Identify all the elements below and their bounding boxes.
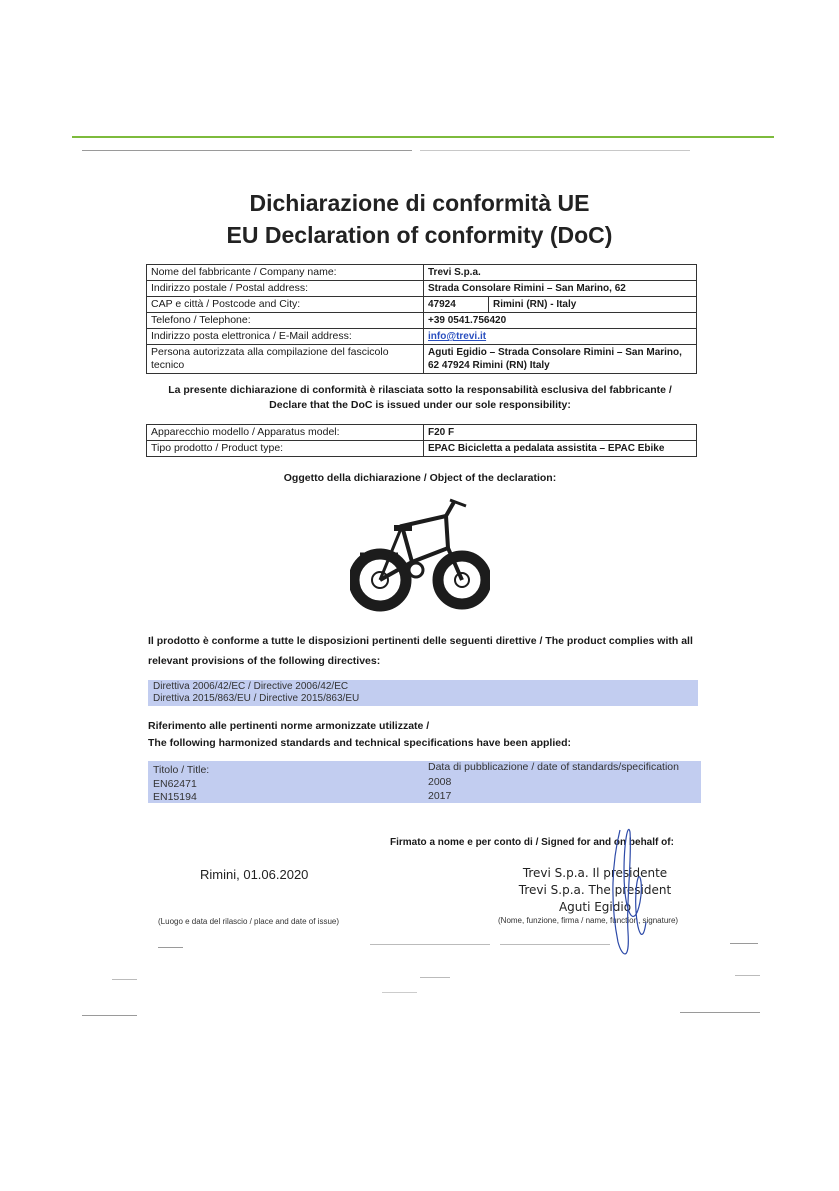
responsibility-line-2: Declare that the DoC is issued under our sole responsibility: — [269, 399, 571, 411]
standard-title: EN62471 — [153, 778, 197, 790]
object-heading: Oggetto della dichiarazione / Object of the declaration: — [283, 472, 557, 484]
signer-line-italian: Trevi S.p.a. Il presidente — [522, 866, 668, 880]
authorized-person-label: Persona autorizzata alla compilazione del fascicolo tecnico — [147, 345, 424, 374]
scan-line — [158, 947, 183, 948]
standard-date: 2017 — [428, 790, 452, 802]
table-row — [147, 425, 697, 441]
company-name-value: Trevi S.p.a. — [424, 265, 697, 281]
telephone-label: Telefono / Telephone: — [147, 313, 424, 329]
apparatus-model-label: Apparecchio modello / Apparatus model: — [147, 425, 424, 441]
compliance-line-2: relevant provisions of the following directives: — [148, 655, 381, 667]
handwritten-signature — [590, 822, 670, 972]
scan-line — [370, 944, 490, 945]
authorized-person-value: Aguti Egidio – Strada Consolare Rimini – San Marino, 62 47924 Rimini (RN) Italy — [424, 345, 697, 374]
company-info-table — [146, 264, 697, 374]
email-label: Indirizzo posta elettronica / E-Mail address: — [147, 329, 424, 345]
postal-address-label: Indirizzo postale / Postal address: — [147, 281, 424, 297]
table-row — [147, 281, 697, 297]
signer-line-english: Trevi S.p.a. The president — [518, 883, 672, 897]
email-link[interactable]: info@trevi.it — [428, 331, 487, 342]
apparatus-table — [146, 424, 697, 457]
table-row — [147, 313, 697, 329]
standards-heading-line-2: The following harmonized standards and technical specifications have been applied: — [148, 737, 571, 749]
scan-line — [735, 975, 760, 976]
title-italian: Dichiarazione di conformità UE — [249, 190, 590, 216]
directive-item: Direttiva 2015/863/EU / Directive 2015/863/EU — [153, 693, 360, 704]
standards-date-header: Data di pubblicazione / date of standards/specification — [428, 761, 679, 773]
postcode-value: 47924 — [424, 297, 489, 313]
ebike-image — [350, 492, 490, 622]
scan-line — [112, 979, 137, 980]
scan-line — [420, 150, 690, 151]
scan-line — [500, 944, 610, 945]
scan-line — [82, 1015, 137, 1016]
directives-list — [148, 680, 698, 706]
signer-caption: (Nome, funzione, firma / name, function, signature) — [498, 916, 679, 925]
standards-table — [148, 761, 701, 803]
responsibility-line-1: La presente dichiarazione di conformità è rilasciata sotto la responsabilità esclusiva del fabbricante / — [168, 384, 672, 396]
scan-line — [730, 943, 758, 944]
postal-address-value: Strada Consolare Rimini – San Marino, 62 — [424, 281, 697, 297]
table-row — [147, 297, 697, 313]
place-and-date: Rimini, 01.06.2020 — [200, 867, 309, 882]
apparatus-model-value: F20 F — [424, 425, 697, 441]
product-type-value: EPAC Bicicletta a pedalata assistita – EPAC Ebike — [424, 441, 697, 457]
standards-title-header: Titolo / Title: — [153, 764, 210, 776]
city-value: Rimini (RN) - Italy — [489, 297, 697, 313]
standard-date: 2008 — [428, 776, 452, 788]
scan-line — [420, 977, 450, 978]
compliance-line-1: Il prodotto è conforme a tutte le disposizioni pertinenti delle seguenti direttive / The product complies with all — [148, 635, 693, 647]
postcode-city-label: CAP e città / Postcode and City: — [147, 297, 424, 313]
email-cell — [424, 329, 697, 345]
scan-line — [382, 992, 417, 993]
table-row — [147, 329, 697, 345]
signed-for-label: Firmato a nome e per conto di / Signed for and on behalf of: — [390, 837, 674, 848]
standards-heading-line-1: Riferimento alle pertinenti norme armonizzate utilizzate / — [148, 720, 430, 732]
place-date-caption: (Luogo e data del rilascio / place and date of issue) — [158, 917, 340, 926]
scan-line — [680, 1012, 760, 1013]
company-name-label: Nome del fabbricante / Company name: — [147, 265, 424, 281]
table-row — [147, 265, 697, 281]
table-row — [147, 441, 697, 457]
scan-line — [82, 150, 412, 151]
table-row — [147, 345, 697, 374]
top-green-rule — [72, 136, 774, 138]
standard-title: EN15194 — [153, 791, 197, 803]
product-type-label: Tipo prodotto / Product type: — [147, 441, 424, 457]
signer-name: Aguti Egidio — [558, 900, 632, 914]
directive-item: Direttiva 2006/42/EC / Directive 2006/42/EC — [153, 681, 349, 692]
telephone-value: +39 0541.756420 — [424, 313, 697, 329]
title-english: EU Declaration of conformity (DoC) — [226, 222, 613, 248]
